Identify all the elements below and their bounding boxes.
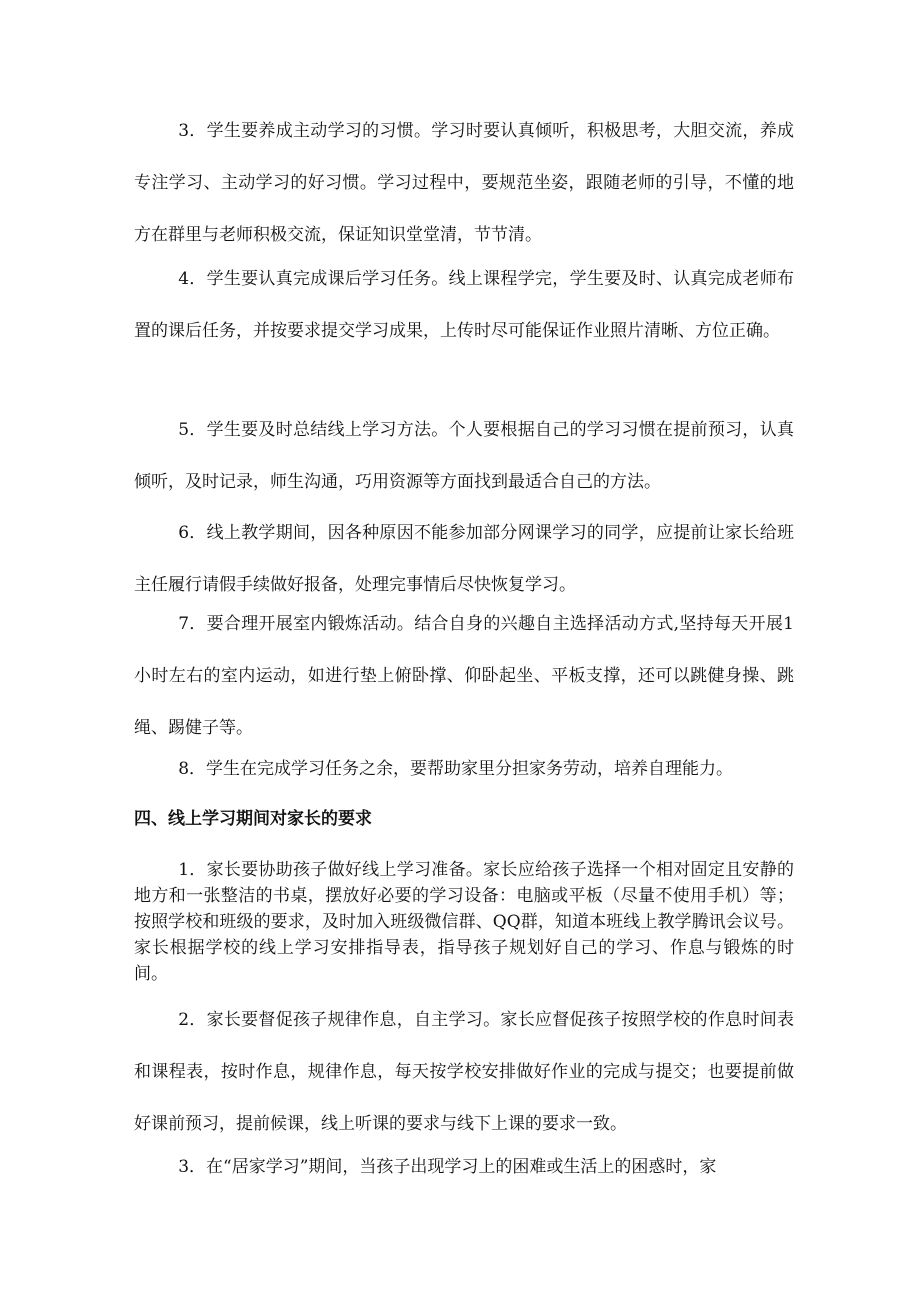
paragraph-item-7: 7．要合理开展室内锻炼活动。结合自身的兴趣自主选择活动方式,坚持每天开展1小时左右的室内运动，如进行垫上俯卧撑、仰卧起坐、平板支撑，还可以跳健身操、跳绳、踢健子等。 [134,614,794,738]
parent-paragraph-1: 1．家长要协助孩子做好线上学习准备。家长应给孩子选择一个相对固定且安静的地方和一张整洁的书桌，摆放好必要的学习设备：电脑或平板（尽量不使用手机）等；按照学校和班级的要求，及时加入班级微信群、QQ群，知道本班线上教学腾讯会议号。家长根据学校的线上学习安排指导表，指导孩子规划好自己的学习、作息与锻炼的时间。 [134,860,794,984]
paragraph-item-6: 6．线上教学期间，因各种原因不能参加部分网课学习的同学，应提前让家长给班主任履行请假手续做好报备，处理完事情后尽快恢复学习。 [134,523,794,595]
parent-paragraph-2: 2．家长要督促孩子规律作息，自主学习。家长应督促孩子按照学校的作息时间表和课程表，按时作息，规律作息，每天按学校安排做好作业的完成与提交；也要提前做好课前预习，提前候课，线上听课的要求与线下上课的要求一致。 [134,1010,794,1134]
paragraph-item-3: 3．学生要养成主动学习的习惯。学习时要认真倾听，积极思考，大胆交流，养成专注学习、主动学习的好习惯。学习过程中，要规范坐姿，跟随老师的引导，不懂的地方在群里与老师积极交流，保证知识堂堂清，节节清。 [134,121,794,245]
paragraph-item-8: 8．学生在完成学习任务之余，要帮助家里分担家务劳动，培养自理能力。 [178,759,734,779]
paragraph-item-5: 5．学生要及时总结线上学习方法。个人要根据自己的学习习惯在提前预习，认真倾听，及时记录，师生沟通，巧用资源等方面找到最适合自己的方法。 [134,420,794,492]
section-heading: 四、线上学习期间对家长的要求 [134,809,372,829]
parent-paragraph-3: 3．在“居家学习”期间，当孩子出现学习上的困难或生活上的困惑时，家 [178,1157,717,1177]
paragraph-item-4: 4．学生要认真完成课后学习任务。线上课程学完，学生要及时、认真完成老师布置的课后任务，并按要求提交学习成果，上传时尽可能保证作业照片清晰、方位正确。 [134,269,794,341]
